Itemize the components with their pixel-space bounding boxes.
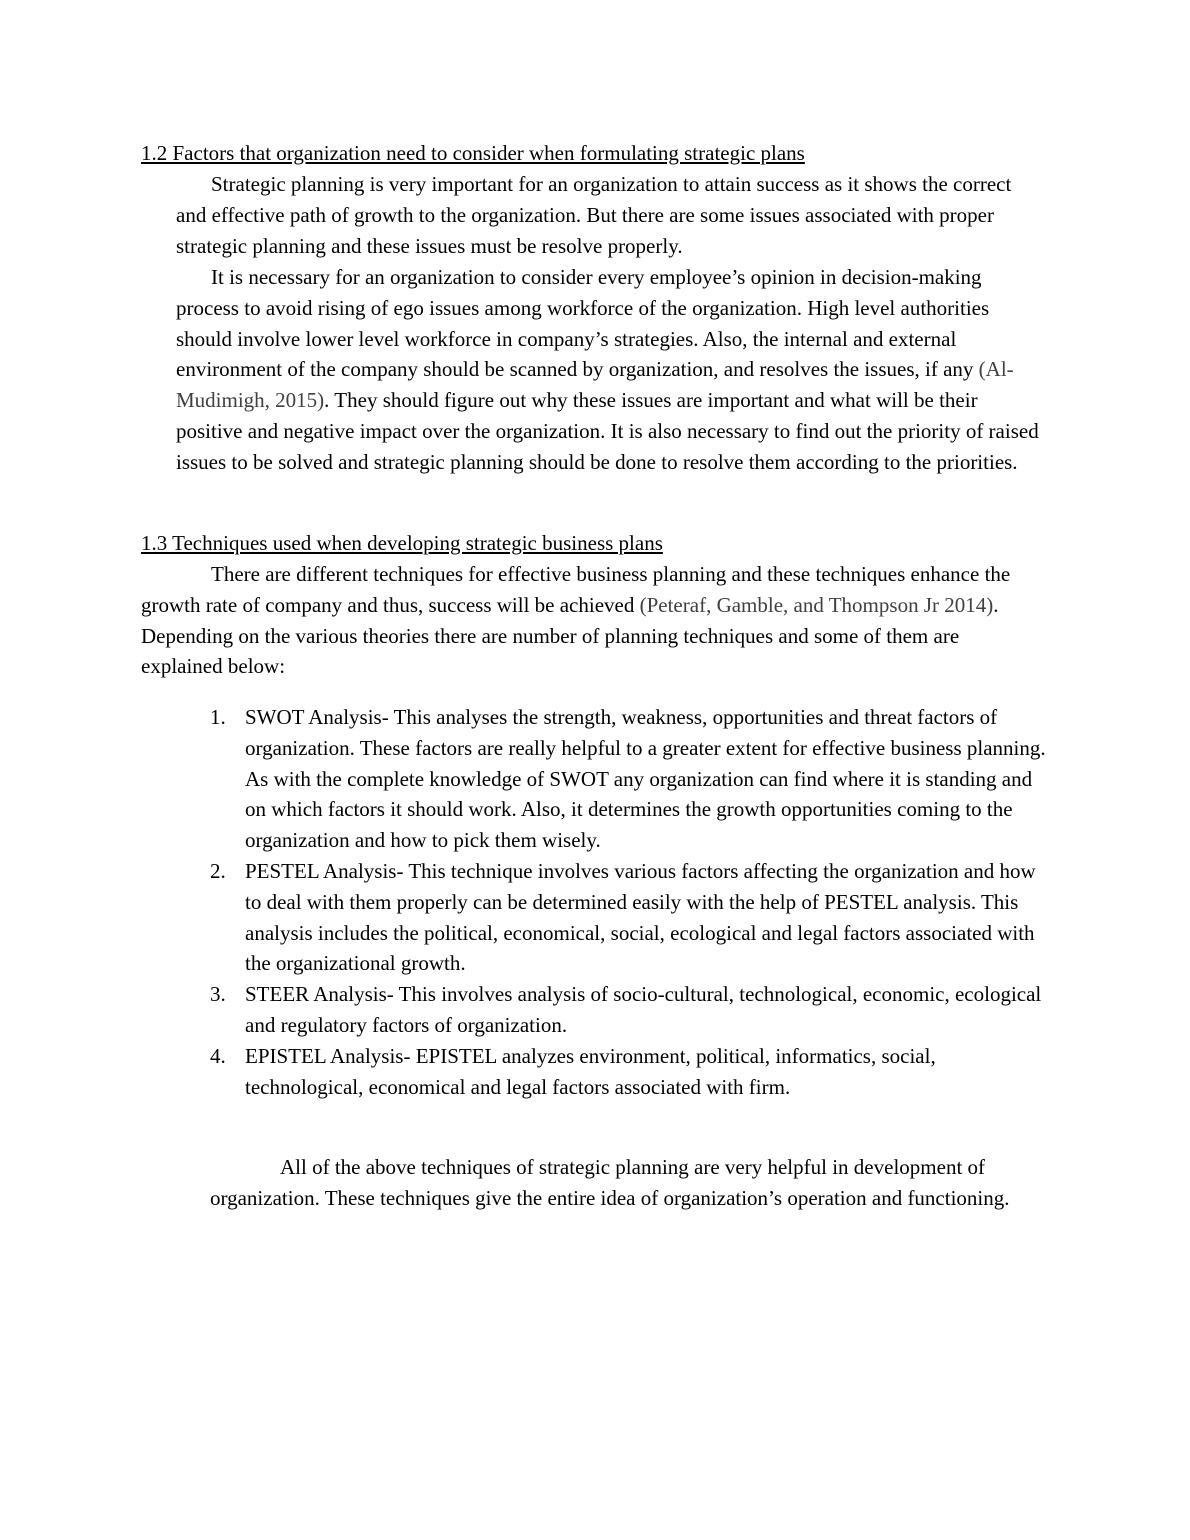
list-item-number: 2. [210, 858, 226, 883]
citation-al-mudimigh: (Al-Mudimigh, 2015) [176, 357, 1014, 413]
section-1-3-conclusion: All of the above techniques of strategic planning are very helpful in development of organization. These techniques give the entire idea of organization’s operation and functioning. [210, 1155, 1010, 1210]
list-item-text: SWOT Analysis- This analyses the strength, weakness, opportunities and threat factors of organization. These factors are really helpful to a greater extent for effective business planning. As with the complete knowledge of SWOT any organization can find where it is standing and on which factors it should work. Also, it determines the growth opportunities coming to the organization and how to pick them wisely. [245, 705, 1046, 853]
list-item [210, 979, 1050, 1041]
list-item-number: 3. [210, 982, 226, 1007]
section-1-2-paragraph-2 [176, 262, 1046, 478]
section-1-3-heading: 1.3 Techniques used when developing strategic business plans [141, 531, 663, 555]
list-item-number: 4. [210, 1043, 226, 1068]
section-1-2-heading: 1.2 Factors that organization need to consider when formulating strategic plans [141, 141, 805, 165]
paragraph-2-text-start: It is necessary for an organization to consider every employee’s opinion in decision-making process to avoid rising of ego issues among workforce of the organization. High level authorities should involve lower level workforce in company’s strategies. Also, the internal and external environment of the company should be scanned by organization, and resolves the issues, if any [176, 265, 990, 382]
list-item-text: PESTEL Analysis- This technique involves various factors affecting the organization and how to deal with them properly can be determined easily with the help of PESTEL analysis. This analysis includes the political, economical, social, ecological and legal factors associated with the organizational growth. [245, 858, 1036, 976]
techniques-list [210, 702, 1050, 1102]
citation-peteraf: (Peteraf, Gamble, and Thompson Jr 2014) [639, 592, 994, 617]
section-1-2-paragraph-1: Strategic planning is very important for an organization to attain success as it shows the correct and effective path of growth to the organization. But there are some issues associated with proper strategic planning and these issues must be resolve properly. [176, 172, 1012, 258]
list-item-number: 1. [210, 705, 226, 729]
intro-text-end: . Depending on the various theories there are number of planning techniques and some of them are explained below: [141, 592, 999, 679]
list-item [210, 1041, 1050, 1103]
intro-text-start: There are different techniques for effective business planning and these techniques enhance the growth rate of company and thus, success will be achieved [141, 562, 1011, 617]
paragraph-2-text-end: . They should figure out why these issues are important and what will be their positive and negative impact over the organization. It is also necessary to find out the priority of raised issues to be solved and strategic planning should be done to resolve them according to the priorities. [176, 388, 1039, 474]
list-item-text: STEER Analysis- This involves analysis of socio-cultural, technological, economic, ecological and regulatory factors of organization. [245, 982, 1042, 1037]
list-item [210, 856, 1050, 979]
list-item [210, 702, 1050, 856]
list-item-text: EPISTEL Analysis- EPISTEL analyzes environment, political, informatics, social, technological, economical and legal factors associated with firm. [245, 1043, 936, 1099]
section-1-3-intro [141, 559, 1041, 682]
